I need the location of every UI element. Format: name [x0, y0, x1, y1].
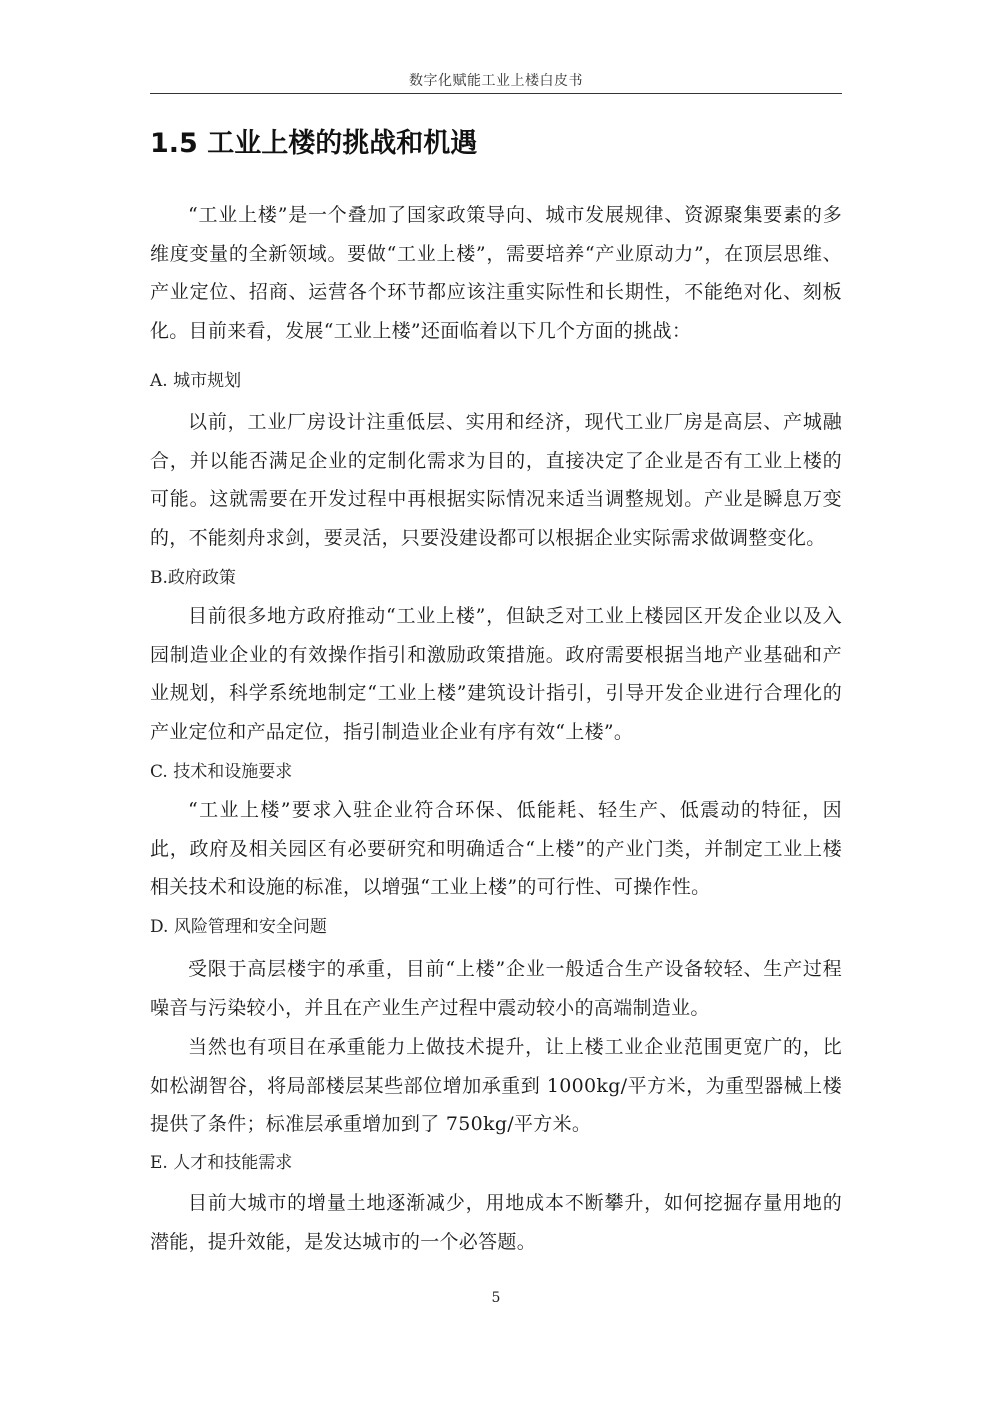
subsection-heading-b: B.政府政策	[150, 568, 236, 588]
subsection-heading-d: D. 风险管理和安全问题	[150, 917, 327, 937]
header-divider	[150, 93, 842, 94]
section-title: 1.5 工业上楼的挑战和机遇	[150, 128, 478, 159]
subsection-b-paragraph: 目前很多地方政府推动“工业上楼”，但缺乏对工业上楼园区开发企业以及入园制造业企业的有效操作指引和激励政策措施。政府需要根据当地产业基础和产业规划，科学系统地制定“工业上楼”建筑设计指引，引导开发企业进行合理化的产业定位和产品定位，指引制造业企业有序有效“上楼”。	[150, 605, 842, 743]
subsection-heading-c: C. 技术和设施要求	[150, 762, 293, 782]
running-header: 数字化赋能工业上楼白皮书	[409, 73, 583, 89]
subsection-heading-e: E. 人才和技能需求	[150, 1153, 293, 1173]
subsection-e-paragraph: 目前大城市的增量土地逐渐减少，用地成本不断攀升，如何挖掘存量用地的潜能，提升效能，是发达城市的一个必答题。	[150, 1192, 842, 1253]
intro-paragraph: “工业上楼”是一个叠加了国家政策导向、城市发展规律、资源聚集要素的多维度变量的全新领域。要做“工业上楼”，需要培养“产业原动力”，在顶层思维、产业定位、招商、运营各个环节都应该注重实际性和长期性，不能绝对化、刻板化。目前来看，发展“工业上楼”还面临着以下几个方面的挑战：	[150, 204, 842, 342]
subsection-a-paragraph: 以前，工业厂房设计注重低层、实用和经济，现代工业厂房是高层、产城融合，并以能否满足企业的定制化需求为目的，直接决定了企业是否有工业上楼的可能。这就需要在开发过程中再根据实际情况来适当调整规划。产业是瞬息万变的，不能刻舟求剑，要灵活，只要没建设都可以根据企业实际需求做调整变化。	[150, 411, 842, 549]
subsection-d-paragraph-2: 当然也有项目在承重能力上做技术提升，让上楼工业企业范围更宽广的，比如松湖智谷，将局部楼层某些部位增加承重到 1000kg/平方米，为重型器械上楼提供了条件；标准层承重增加到了 750kg/平方米。	[150, 1036, 842, 1135]
page-number: 5	[491, 1290, 501, 1306]
subsection-heading-a: A. 城市规划	[150, 371, 242, 391]
subsection-d-paragraph-1: 受限于高层楼宇的承重，目前“上楼”企业一般适合生产设备较轻、生产过程噪音与污染较小，并且在产业生产过程中震动较小的高端制造业。	[150, 958, 842, 1019]
subsection-c-paragraph: “工业上楼”要求入驻企业符合环保、低能耗、轻生产、低震动的特征，因此，政府及相关园区有必要研究和明确适合“上楼”的产业门类，并制定工业上楼相关技术和设施的标准，以增强“工业上楼”的可行性、可操作性。	[150, 799, 842, 898]
